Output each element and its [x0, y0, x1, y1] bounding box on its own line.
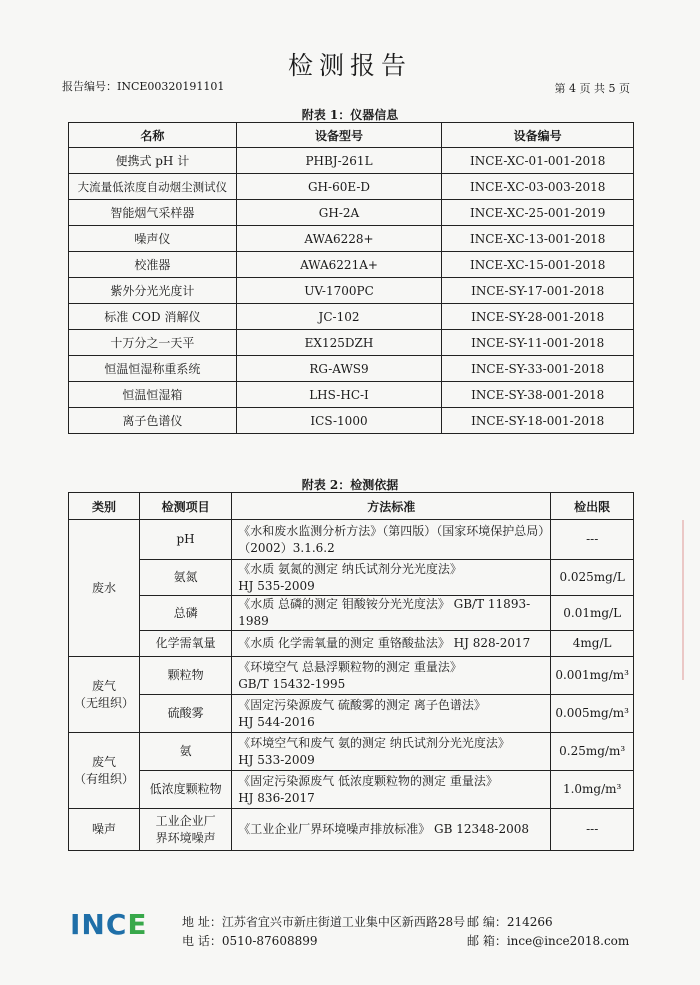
- table-row: [69, 596, 634, 631]
- method-line: 《环境空气和废气 氨的测定 纳氏试剂分光光度法》: [238, 735, 510, 750]
- cell-method: [232, 809, 551, 851]
- cell-method: [232, 733, 551, 771]
- item-line: 界环境噪声: [155, 830, 216, 845]
- category-cell: [69, 657, 140, 733]
- cell-limit: 0.005mg/m³: [551, 695, 634, 733]
- cell-item: 总磷: [139, 596, 231, 631]
- cell-method: [232, 520, 551, 560]
- cell-name: 恒温恒湿称重系统: [69, 356, 237, 382]
- method-line: HJ 544-2016: [238, 714, 315, 729]
- cell-serial: INCE-XC-25-001-2019: [442, 200, 634, 226]
- table-row: [69, 148, 634, 174]
- cell-model: EX125DZH: [236, 330, 442, 356]
- table-row: [69, 382, 634, 408]
- page-number: 第 4 页 共 5 页: [554, 82, 630, 95]
- table-row: [69, 200, 634, 226]
- cell-serial: INCE-SY-33-001-2018: [442, 356, 634, 382]
- table-header-row: [69, 123, 634, 148]
- method-line: （2002）3.1.6.2: [238, 540, 335, 555]
- footer-postcode: 邮 编：214266: [467, 915, 553, 929]
- cell-serial: INCE-SY-11-001-2018: [442, 330, 634, 356]
- table-row: [69, 809, 634, 851]
- table-row: [69, 408, 634, 434]
- cell-model: ICS-1000: [236, 408, 442, 434]
- cell-limit: 1.0mg/m³: [551, 771, 634, 809]
- table-row: [69, 520, 634, 560]
- header-model: 设备型号: [236, 123, 442, 148]
- cell-name: 校准器: [69, 252, 237, 278]
- category-line: （有组织）: [73, 771, 134, 786]
- method-table: [68, 492, 634, 851]
- cell-serial: INCE-XC-15-001-2018: [442, 252, 634, 278]
- cell-item: [139, 809, 231, 851]
- method-line: 《工业企业厂界环境噪声排放标准》 GB 12348-2008: [238, 822, 530, 836]
- cell-name: 紫外分光光度计: [69, 278, 237, 304]
- cell-model: UV-1700PC: [236, 278, 442, 304]
- category-cell: [69, 733, 140, 809]
- cell-item: 颗粒物: [139, 657, 231, 695]
- cell-limit: 0.025mg/L: [551, 560, 634, 596]
- table-row: [69, 695, 634, 733]
- method-line: 《水和废水监测分析方法》（第四版）（国家环境保护总局）: [238, 523, 551, 538]
- footer-address: 地 址：江苏省宜兴市新庄街道工业集中区新西路28号: [182, 915, 466, 929]
- table-row: [69, 252, 634, 278]
- table-row: [69, 330, 634, 356]
- table-header-row: [69, 493, 634, 520]
- table2-caption: 附表 2：检测依据: [301, 478, 399, 492]
- cell-name: 大流量低浓度自动烟尘测试仪: [69, 174, 237, 200]
- header-serial: 设备编号: [442, 123, 634, 148]
- cell-limit: 4mg/L: [551, 631, 634, 657]
- method-line: 《水质 化学需氧量的测定 重铬酸盐法》 HJ 828-2017: [238, 636, 531, 650]
- cell-model: AWA6221A+: [236, 252, 442, 278]
- cell-limit: ---: [551, 809, 634, 851]
- cell-serial: INCE-SY-28-001-2018: [442, 304, 634, 330]
- cell-item: 氨氮: [139, 560, 231, 596]
- cell-serial: INCE-XC-03-003-2018: [442, 174, 634, 200]
- cell-model: RG-AWS9: [236, 356, 442, 382]
- table-row: [69, 733, 634, 771]
- cell-serial: INCE-SY-17-001-2018: [442, 278, 634, 304]
- category-cell: 废水: [69, 520, 140, 657]
- cell-model: AWA6228+: [236, 226, 442, 252]
- category-cell: 噪声: [69, 809, 140, 851]
- table-row: [69, 560, 634, 596]
- cell-name: 噪声仪: [69, 226, 237, 252]
- cell-limit: 0.25mg/m³: [551, 733, 634, 771]
- method-line: 《环境空气 总悬浮颗粒物的测定 重量法》: [238, 659, 462, 674]
- logo-main-text: INC: [70, 908, 128, 941]
- category-line: 废气: [91, 678, 116, 693]
- method-line: HJ 533-2009: [238, 752, 315, 767]
- cell-method: [232, 631, 551, 657]
- cell-model: PHBJ-261L: [236, 148, 442, 174]
- table-row: [69, 304, 634, 330]
- cell-model: GH-2A: [236, 200, 442, 226]
- method-line: 《固定污染源废气 低浓度颗粒物的测定 重量法》: [238, 773, 498, 788]
- item-line: 工业企业厂: [155, 813, 216, 828]
- cell-serial: INCE-XC-13-001-2018: [442, 226, 634, 252]
- cell-method: [232, 695, 551, 733]
- category-line: （无组织）: [73, 695, 134, 710]
- method-line: GB/T 15432-1995: [238, 676, 346, 691]
- cell-item: 化学需氧量: [139, 631, 231, 657]
- cell-serial: INCE-XC-01-001-2018: [442, 148, 634, 174]
- cell-item: 硫酸雾: [139, 695, 231, 733]
- table-row: [69, 657, 634, 695]
- report-title: 检测报告: [287, 51, 412, 80]
- header-item: 检测项目: [139, 493, 231, 520]
- footer-phone: 电 话：0510-87608899: [182, 934, 318, 948]
- cell-item: 氨: [139, 733, 231, 771]
- header-name: 名称: [69, 123, 237, 148]
- cell-name: 标准 COD 消解仪: [69, 304, 237, 330]
- method-line: HJ 535-2009: [238, 578, 315, 593]
- cell-limit: ---: [551, 520, 634, 560]
- table-row: [69, 174, 634, 200]
- method-line: 《水质 总磷的测定 钼酸铵分光光度法》 GB/T 11893-1989: [238, 597, 531, 628]
- header-method: 方法标准: [232, 493, 551, 520]
- stamp-edge-mark: [682, 520, 700, 680]
- table-row: [69, 771, 634, 809]
- footer-email: 邮 箱：ince@ince2018.com: [467, 934, 630, 948]
- method-line: 《固定污染源废气 硫酸雾的测定 离子色谱法》: [238, 697, 486, 712]
- cell-name: 离子色谱仪: [69, 408, 237, 434]
- cell-method: [232, 596, 551, 631]
- cell-limit: 0.01mg/L: [551, 596, 634, 631]
- cell-model: JC-102: [236, 304, 442, 330]
- cell-name: 十万分之一天平: [69, 330, 237, 356]
- cell-method: [232, 560, 551, 596]
- method-line: 《水质 氨氮的测定 纳氏试剂分光光度法》: [238, 561, 462, 576]
- cell-model: LHS-HC-I: [236, 382, 442, 408]
- table1-caption: 附表 1：仪器信息: [301, 108, 399, 122]
- cell-serial: INCE-SY-38-001-2018: [442, 382, 634, 408]
- category-line: 废气: [91, 754, 116, 769]
- table-row: [69, 278, 634, 304]
- table-row: [69, 631, 634, 657]
- table-row: [69, 356, 634, 382]
- cell-model: GH-60E-D: [236, 174, 442, 200]
- method-line: HJ 836-2017: [238, 790, 315, 805]
- cell-name: 便携式 pH 计: [69, 148, 237, 174]
- instrument-table: [68, 122, 634, 434]
- cell-serial: INCE-SY-18-001-2018: [442, 408, 634, 434]
- cell-limit: 0.001mg/m³: [551, 657, 634, 695]
- logo-accent-text: E: [127, 908, 148, 941]
- cell-name: 智能烟气采样器: [69, 200, 237, 226]
- header-limit: 检出限: [551, 493, 634, 520]
- table-row: [69, 226, 634, 252]
- company-logo: [70, 908, 148, 941]
- cell-name: 恒温恒湿箱: [69, 382, 237, 408]
- cell-method: [232, 657, 551, 695]
- header-category: 类别: [69, 493, 140, 520]
- cell-item: 低浓度颗粒物: [139, 771, 231, 809]
- cell-method: [232, 771, 551, 809]
- report-number: 报告编号：INCE00320191101: [62, 80, 225, 93]
- cell-item: pH: [139, 520, 231, 560]
